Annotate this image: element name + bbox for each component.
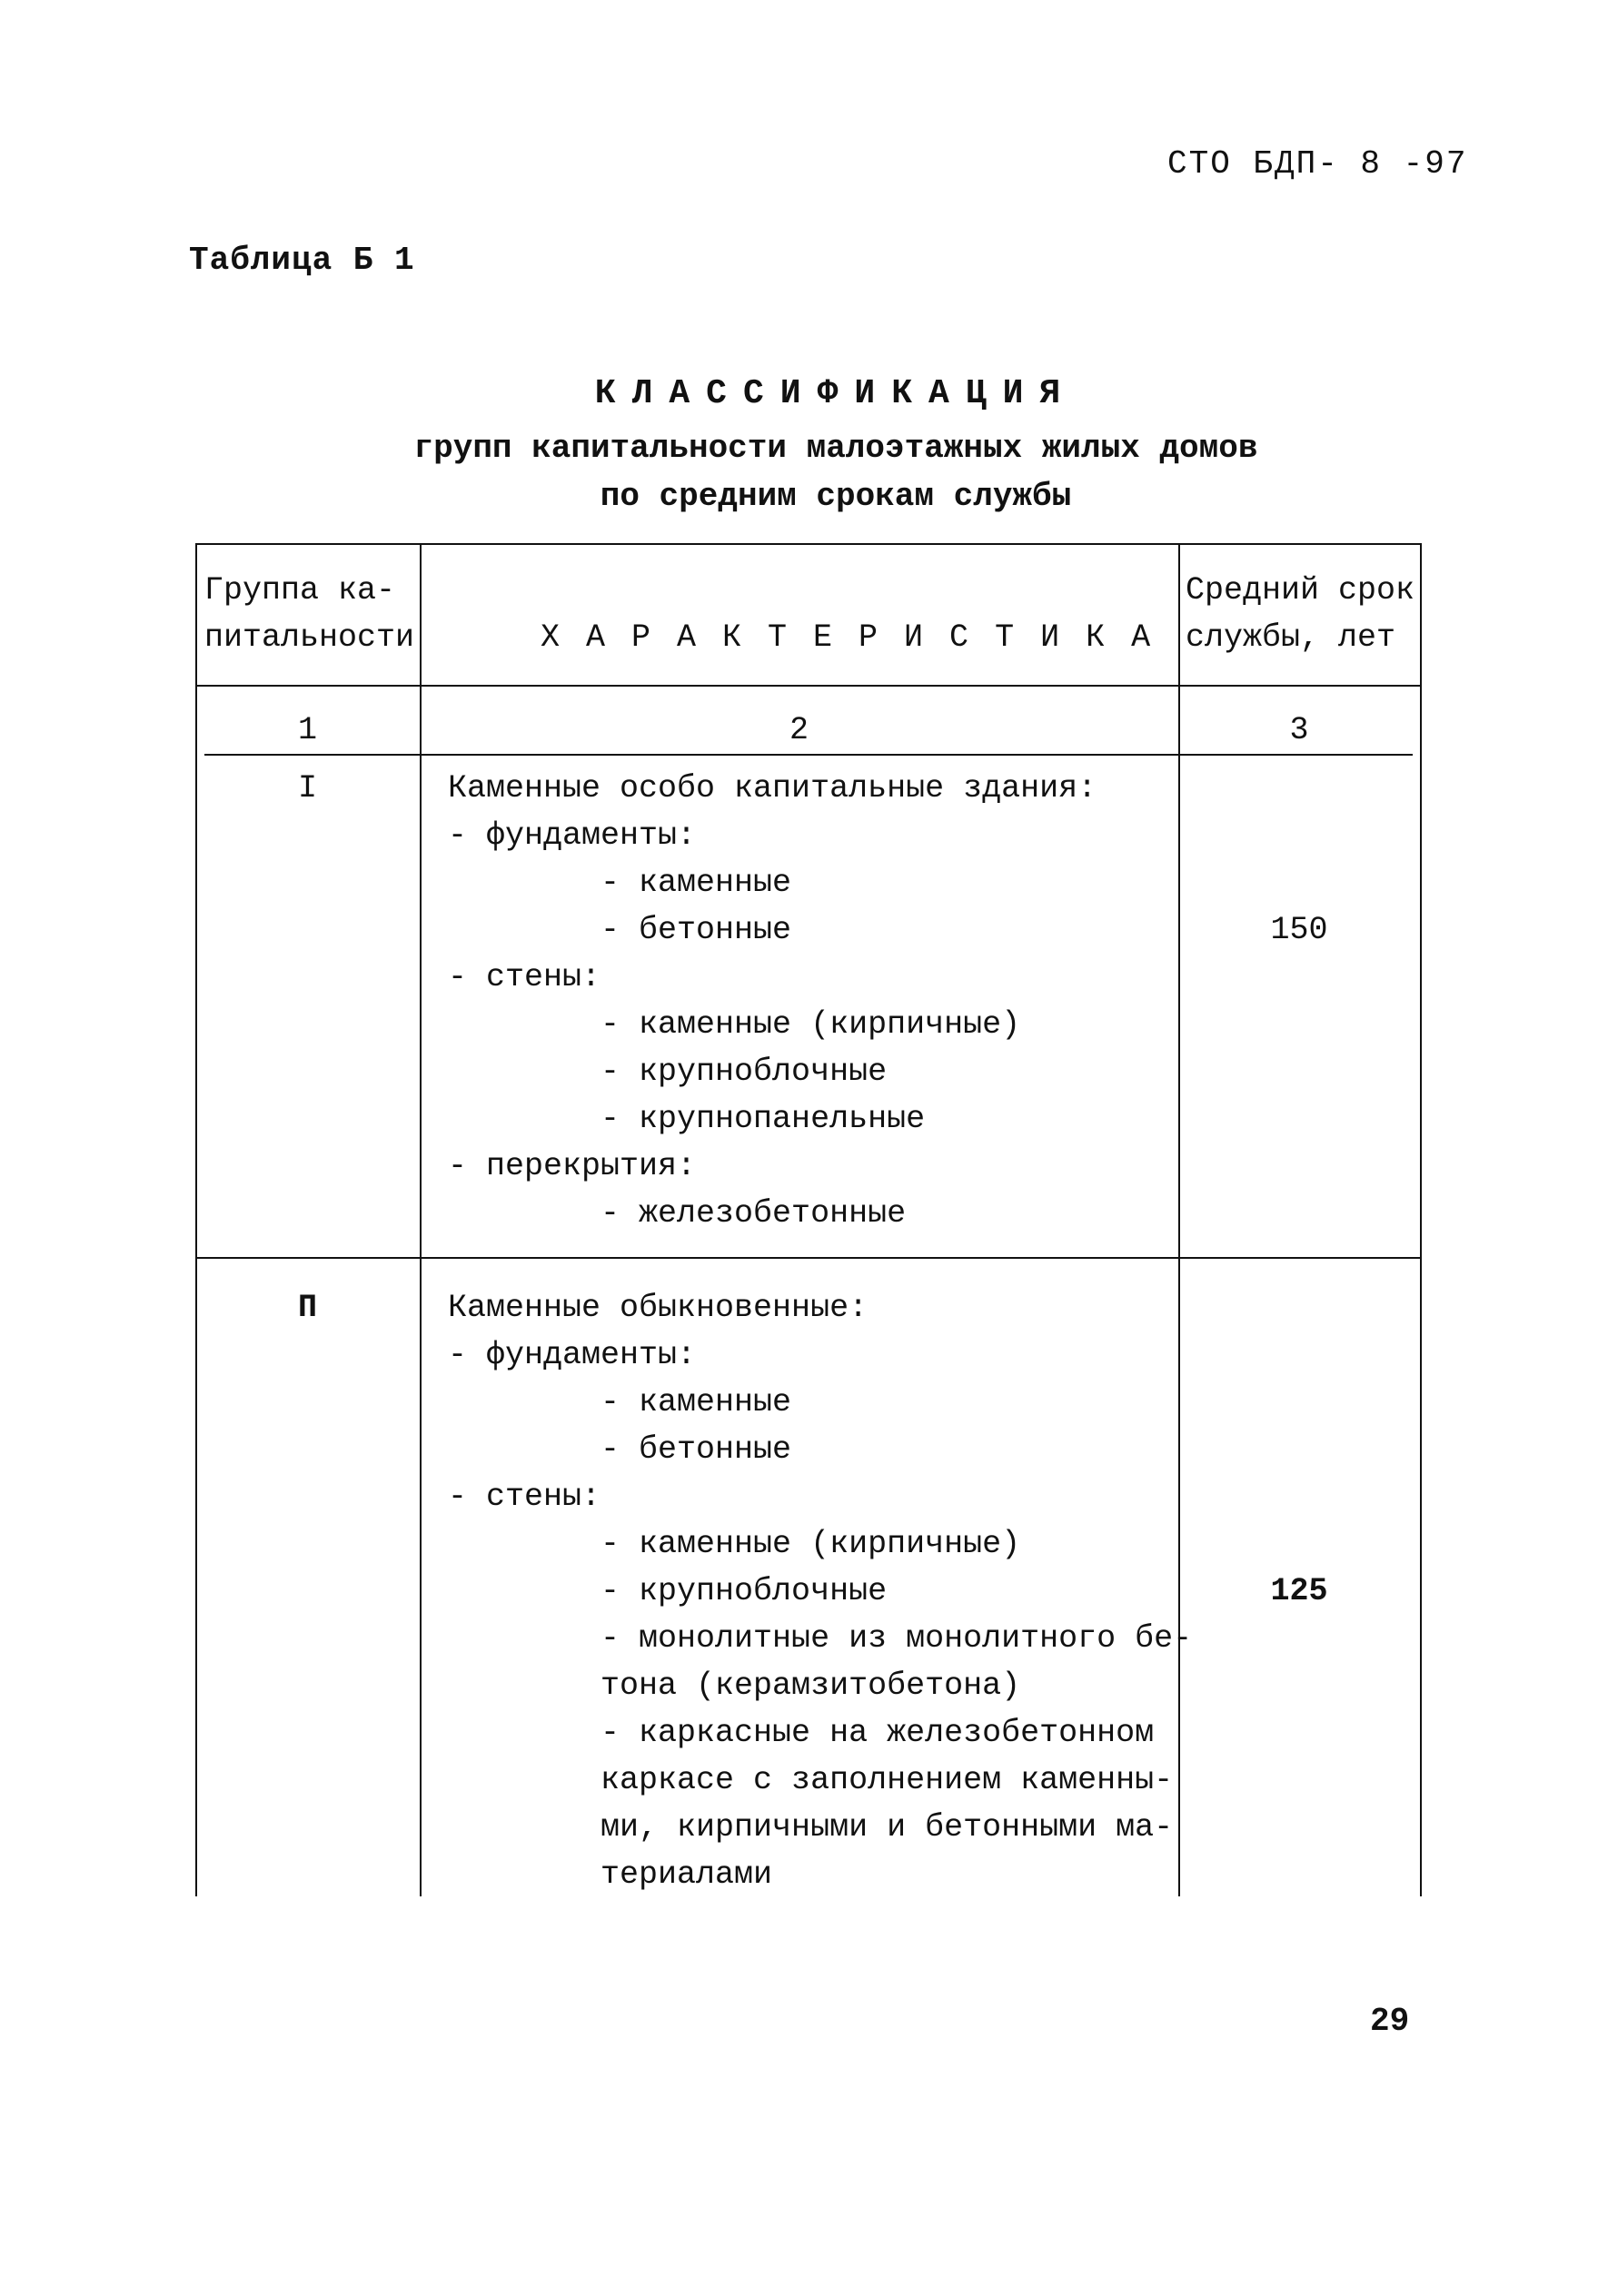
row2-line: ми, кирпичными и бетонными ма- [448, 1809, 1174, 1846]
row2-line: териалами [448, 1856, 773, 1893]
table-border-right [1420, 543, 1422, 1896]
table-border-top [195, 543, 1422, 545]
col3-number: 3 [1289, 712, 1309, 748]
row1-group: I [297, 770, 317, 807]
row1-characteristics [448, 765, 1097, 1237]
row2-line: - каменные [448, 1384, 792, 1420]
row1-line: - железобетонные [448, 1195, 907, 1232]
row1-line: - крупноблочные [448, 1054, 888, 1090]
row1-line: - стены: [448, 959, 601, 995]
col1-header-line2: питальности [204, 619, 415, 656]
row1-service-life: 150 [1270, 912, 1328, 948]
row1-line: - перекрытия: [448, 1148, 697, 1184]
col1-header-line1: Группа ка- [204, 572, 396, 609]
row2-line: тона (керамзитобетона) [448, 1668, 1021, 1704]
title-subtitle-2: по средним срокам службы [600, 478, 1072, 515]
classification-table [195, 543, 1422, 1896]
row1-line: - бетонные [448, 912, 792, 948]
col3-header-line1: Средний срок [1186, 572, 1415, 609]
row2-line: - стены: [448, 1479, 601, 1515]
table-label: Таблица Б 1 [189, 242, 415, 279]
row1-line: - крупнопанельные [448, 1101, 926, 1137]
row2-characteristics [448, 1284, 1192, 1898]
number-row-separator [204, 754, 1413, 756]
col3-header-line2: службы, лет [1186, 619, 1396, 656]
row1-line: - каменные (кирпичные) [448, 1006, 1021, 1043]
col2-header: Х А Р А К Т Е Р И С Т И К А [541, 619, 1155, 656]
document-code: СТО БДП- 8 -97 [1167, 145, 1468, 183]
row2-group: П [297, 1290, 317, 1326]
row1-line: - каменные [448, 865, 792, 901]
title-main: КЛАССИФИКАЦИЯ [594, 374, 1077, 413]
row2-line: - каркасные на железобетонном [448, 1715, 1155, 1751]
row2-line: каркасе с заполнением каменны- [448, 1762, 1174, 1798]
title-block [0, 374, 1608, 515]
row1-line: Каменные особо капитальные здания: [448, 770, 1097, 807]
row2-line: - монолитные из монолитного бе- [448, 1620, 1193, 1657]
row2-line: Каменные обыкновенные: [448, 1290, 869, 1326]
row2-service-life: 125 [1270, 1573, 1328, 1609]
page-number: 29 [1370, 2003, 1410, 2040]
row2-line: - каменные (кирпичные) [448, 1526, 1021, 1562]
col1-number: 1 [297, 712, 317, 748]
row1-line: - фундаменты: [448, 817, 697, 854]
row2-line: - крупноблочные [448, 1573, 888, 1609]
row-separator [195, 1257, 1422, 1259]
header-separator [195, 685, 1422, 687]
row2-line: - фундаменты: [448, 1337, 697, 1373]
title-subtitle: групп капитальности малоэтажных жилых домов [413, 430, 1258, 467]
col2-number: 2 [789, 712, 809, 748]
row2-line: - бетонные [448, 1431, 792, 1468]
